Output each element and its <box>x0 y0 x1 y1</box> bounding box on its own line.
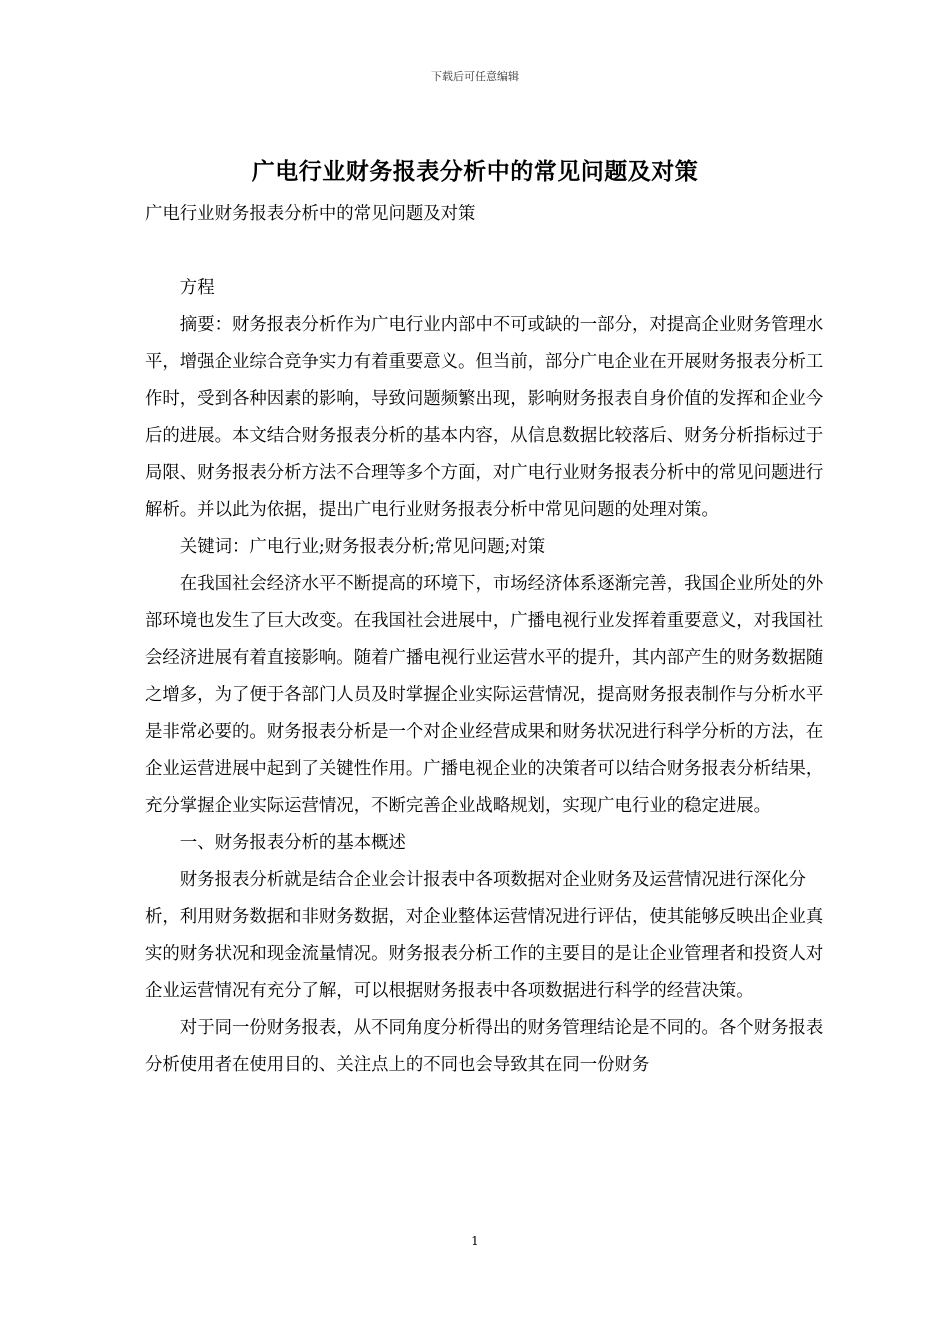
keywords-line: 关键词：广电行业;财务报表分析;常见问题;对策 <box>179 537 546 557</box>
body-paragraph: 财务报表分析就是结合企业会计报表中各项数据对企业财务及运营情况进行深化分析，利用财务数据和非财务数据，对企业整体运营情况进行评估，使其能够反映出企业真实的财务状况和现金流量情况。财务报表分析工作的主要目的是让企业管理者和投资人对企业运营情况有充分了解，可以根据财务报表中各项数据进行科学的经营决策。 <box>145 870 824 1001</box>
author-line: 方程 <box>179 278 215 298</box>
body-paragraph: 对于同一份财务报表，从不同角度分析得出的财务管理结论是不同的。各个财务报表分析使用者在使用目的、关注点上的不同也会导致其在同一份财务 <box>145 1018 824 1075</box>
abstract-paragraph: 摘要：财务报表分析作为广电行业内部中不可或缺的一部分，对提高企业财务管理水平，增强企业综合竞争实力有着重要意义。但当前，部分广电企业在开展财务报表分析工作时，受到各种因素的影响，导致问题频繁出现，影响财务报表自身价值的发挥和企业今后的进展。本文结合财务报表分析的基本内容，从信息数据比较落后、财务分析指标过于局限、财务报表分析方法不合理等多个方面，对广电行业财务报表分析中的常见问题进行解析。并以此为依据，提出广电行业财务报表分析中常见问题的处理对策。 <box>145 315 824 520</box>
page-header-note: 下载后可任意编辑 <box>431 70 519 83</box>
document-body <box>145 196 825 1084</box>
document-title: 广电行业财务报表分析中的常见问题及对策 <box>251 158 699 185</box>
intro-paragraph: 在我国社会经济水平不断提高的环境下，市场经济体系逐渐完善，我国企业所处的外部环境也发生了巨大改变。在我国社会进展中，广播电视行业发挥着重要意义，对我国社会经济进展有着直接影响。随着广播电视行业运营水平的提升，其内部产生的财务数据随之增多，为了便于各部门人员及时掌握企业实际运营情况，提高财务报表制作与分析水平是非常必要的。财务报表分析是一个对企业经营成果和财务状况进行科学分析的方法，在企业运营进展中起到了关键性作用。广播电视企业的决策者可以结合财务报表分析结果，充分掌握企业实际运营情况，不断完善企业战略规划，实现广电行业的稳定进展。 <box>145 574 824 816</box>
document-subtitle: 广电行业财务报表分析中的常见问题及对策 <box>145 204 476 224</box>
blank-line <box>145 233 825 270</box>
section-heading: 一、财务报表分析的基本概述 <box>179 833 406 853</box>
page-number: 1 <box>471 1234 479 1248</box>
